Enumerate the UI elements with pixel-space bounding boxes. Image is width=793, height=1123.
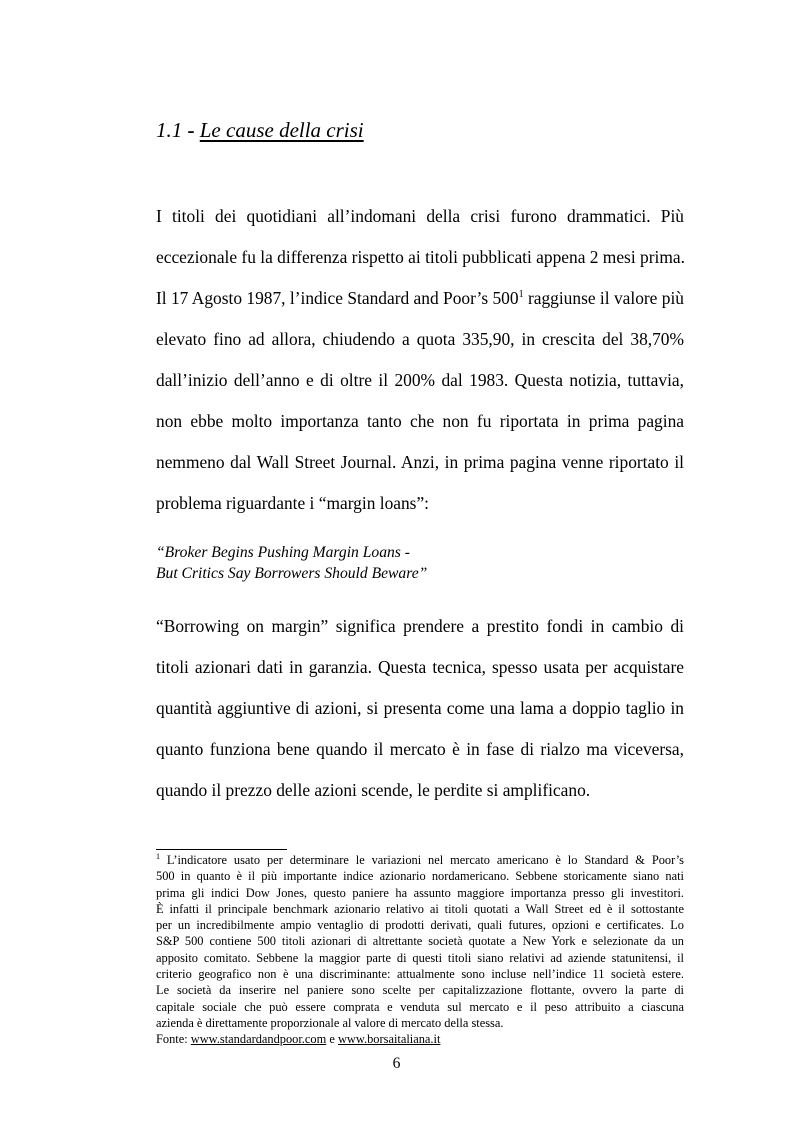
source-and: e (329, 1032, 335, 1047)
footnote-line: azienda è direttamente proporzionale al valore di mercato della stessa. (156, 1015, 504, 1030)
footnote-divider (156, 849, 287, 850)
paragraph-1 (156, 196, 684, 524)
paragraph-line: nemmeno dal Wall Street Journal. Anzi, in prima pagina venne riportato il (156, 452, 684, 472)
paragraph-line: quando il prezzo delle azioni scende, le perdite si amplificano. (156, 780, 591, 800)
footnote-first-line: L’indicatore usato per determinare le variazioni nel mercato americano è lo Standard & Poor’s (166, 853, 684, 867)
quote-line: But Critics Say Borrowers Should Beware” (156, 565, 428, 582)
quoted-headline (156, 542, 427, 584)
line-start: Il 17 Agosto 1987, l’indice Standard and Poor’s 500 (156, 288, 519, 308)
footnote-line: S&P 500 contiene 500 titoli azionari di altrettante società quotate a New York e selezionate da un (156, 934, 684, 949)
footnote (156, 852, 684, 1048)
footnote-line: È infatti il principale benchmark azionario relativo ai titoli quotati a Wall Street ed è il sottostante (156, 901, 684, 916)
paragraph-line-with-footnote (156, 278, 684, 319)
paragraph-line: dall’inizio dell’anno e di oltre il 200% dal 1983. Questa notizia, tuttavia, (156, 370, 684, 390)
footnote-line (156, 852, 684, 868)
borsaitaliana-link[interactable]: www.borsaitaliana.it (337, 1032, 441, 1047)
footnote-line: criterio geografico non è una discriminante: attualmente sono incluse nell’indice 11 società estere. (156, 967, 684, 982)
source-prefix: Fonte: (156, 1032, 188, 1047)
paragraph-line: eccezionale fu la differenza rispetto ai titoli pubblicati appena 2 mesi prima. (156, 247, 685, 267)
footnote-source (156, 1031, 684, 1047)
paragraph-line: titoli azionari dati in garanzia. Questa tecnica, spesso usata per acquistare (156, 657, 684, 677)
paragraph-line: problema riguardante i “margin loans”: (156, 493, 430, 513)
page-number: 6 (392, 1055, 401, 1072)
paragraph-2 (156, 606, 684, 811)
footnote-line: per un incredibilmente ampio ventaglio di prodotti derivati, quali futures, opzioni e certificates. Lo (156, 918, 684, 933)
footnote-line: capitale sociale che può essere comprata e venduta sul mercato e il peso attribuito a ciascuna (156, 999, 684, 1014)
quote-line: “Broker Begins Pushing Margin Loans - (156, 544, 410, 561)
footnote-line: prima gli indici Dow Jones, questo paniere ha assunto maggiore importanza presso gli investitori. (156, 885, 684, 900)
section-heading (156, 118, 364, 143)
footnote-line: 500 in quanto è il più importante indice azionario nordamericano. Sebbene storicamente siano nati (156, 869, 684, 884)
footnote-marker: 1 (156, 851, 160, 861)
paragraph-line: non ebbe molto importanza tanto che non fu riportata in prima pagina (156, 411, 684, 431)
standardandpoor-link[interactable]: www.standardandpoor.com (190, 1032, 327, 1047)
paragraph-line: I titoli dei quotidiani all’indomani della crisi furono drammatici. Più (156, 206, 684, 226)
paragraph-line: “Borrowing on margin” significa prendere a prestito fondi in cambio di (156, 616, 684, 636)
paragraph-line: quantità aggiuntive di azioni, si presenta come una lama a doppio taglio in (156, 698, 684, 718)
section-title: Le cause della crisi (199, 118, 364, 142)
section-number: 1.1 (156, 118, 183, 142)
paragraph-line: elevato fino ad allora, chiudendo a quota 335,90, in crescita del 38,70% (156, 329, 684, 349)
line-end: raggiunse il valore più (527, 288, 684, 308)
heading-dash: - (187, 118, 195, 142)
footnote-ref[interactable]: 1 (518, 289, 524, 301)
paragraph-line: quanto funziona bene quando il mercato è in fase di rialzo ma viceversa, (156, 739, 684, 759)
footnote-line: Le società da inserire nel paniere sono scelte per capitalizzazione flottante, ovvero la parte di (156, 983, 684, 998)
footnote-line: apposito comitato. Sebbene la maggior parte di questi titoli siano relativi ad aziende statunitensi, il (156, 950, 684, 965)
